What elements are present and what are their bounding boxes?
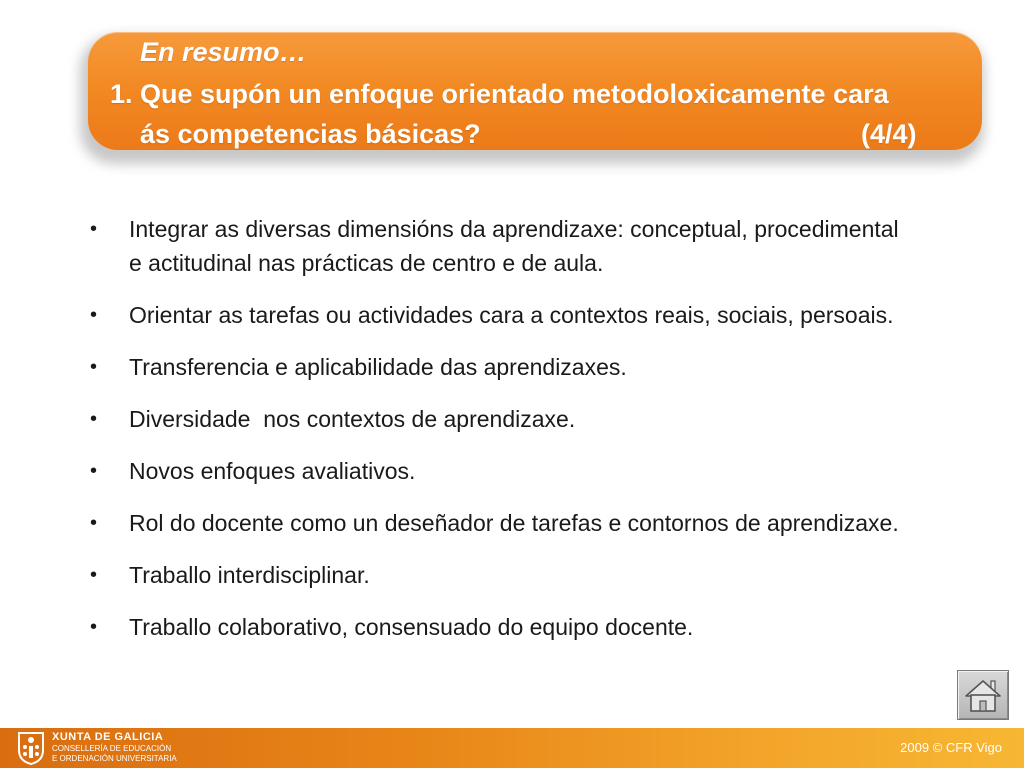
copyright-text: 2009 © CFR Vigo	[900, 740, 1002, 755]
bullet-item	[88, 610, 1008, 644]
bullet-item	[88, 212, 1008, 280]
bullet-item	[88, 402, 1008, 436]
bullet-text: Diversidade nos contextos de aprendizaxe.	[129, 406, 576, 432]
xunta-crest-icon	[16, 730, 46, 766]
bullet-text-continued: e actitudinal nas prácticas de centro e de aula.	[129, 250, 604, 276]
org-name: XUNTA DE GALICIA	[52, 731, 164, 743]
bullet-text: Novos enfoques avaliativos.	[129, 458, 416, 484]
xunta-wordmark	[52, 731, 177, 764]
bullet-item	[88, 454, 1008, 488]
bullet-glyph: •	[90, 356, 98, 378]
bullet-glyph: •	[90, 304, 98, 326]
bullet-list	[88, 212, 1008, 662]
bullet-text: Traballo interdisciplinar.	[129, 562, 370, 588]
bullet-glyph: •	[90, 616, 98, 638]
home-icon	[962, 675, 1004, 715]
bullet-item	[88, 350, 1008, 384]
bullet-item	[88, 558, 1008, 592]
title-kicker: En resumo…	[140, 37, 307, 67]
bullet-glyph: •	[90, 460, 98, 482]
bullet-item	[88, 298, 1008, 332]
dept-line-2: E ORDENACIÓN UNIVERSITARIA	[52, 754, 177, 763]
footer-bar	[0, 728, 1024, 768]
dept-line-1: CONSELLERÍA DE EDUCACIÓN	[52, 744, 172, 753]
bullet-text: Transferencia e aplicabilidade das aprendizaxes.	[129, 354, 627, 380]
bullet-text: Traballo colaborativo, consensuado do equipo docente.	[129, 614, 694, 640]
bullet-text: Rol do docente como un deseñador de tarefas e contornos de aprendizaxe.	[129, 510, 899, 536]
bullet-glyph: •	[90, 564, 98, 586]
home-button[interactable]	[957, 670, 1009, 720]
title-banner	[88, 32, 982, 150]
bullet-glyph: •	[90, 408, 98, 430]
title-line-2: ás competencias básicas?	[140, 119, 481, 149]
bullet-glyph: •	[90, 512, 98, 534]
bullet-text: Orientar as tarefas ou actividades cara a contextos reais, sociais, persoais.	[129, 302, 894, 328]
bullet-glyph: •	[90, 218, 98, 240]
bullet-text: Integrar as diversas dimensións da aprendizaxe: conceptual, procedimental	[129, 216, 899, 242]
title-page-indicator: (4/4)	[861, 119, 917, 149]
title-line-1: 1. Que supón un enfoque orientado metodoloxicamente cara	[110, 79, 889, 109]
bullet-item	[88, 506, 1008, 540]
